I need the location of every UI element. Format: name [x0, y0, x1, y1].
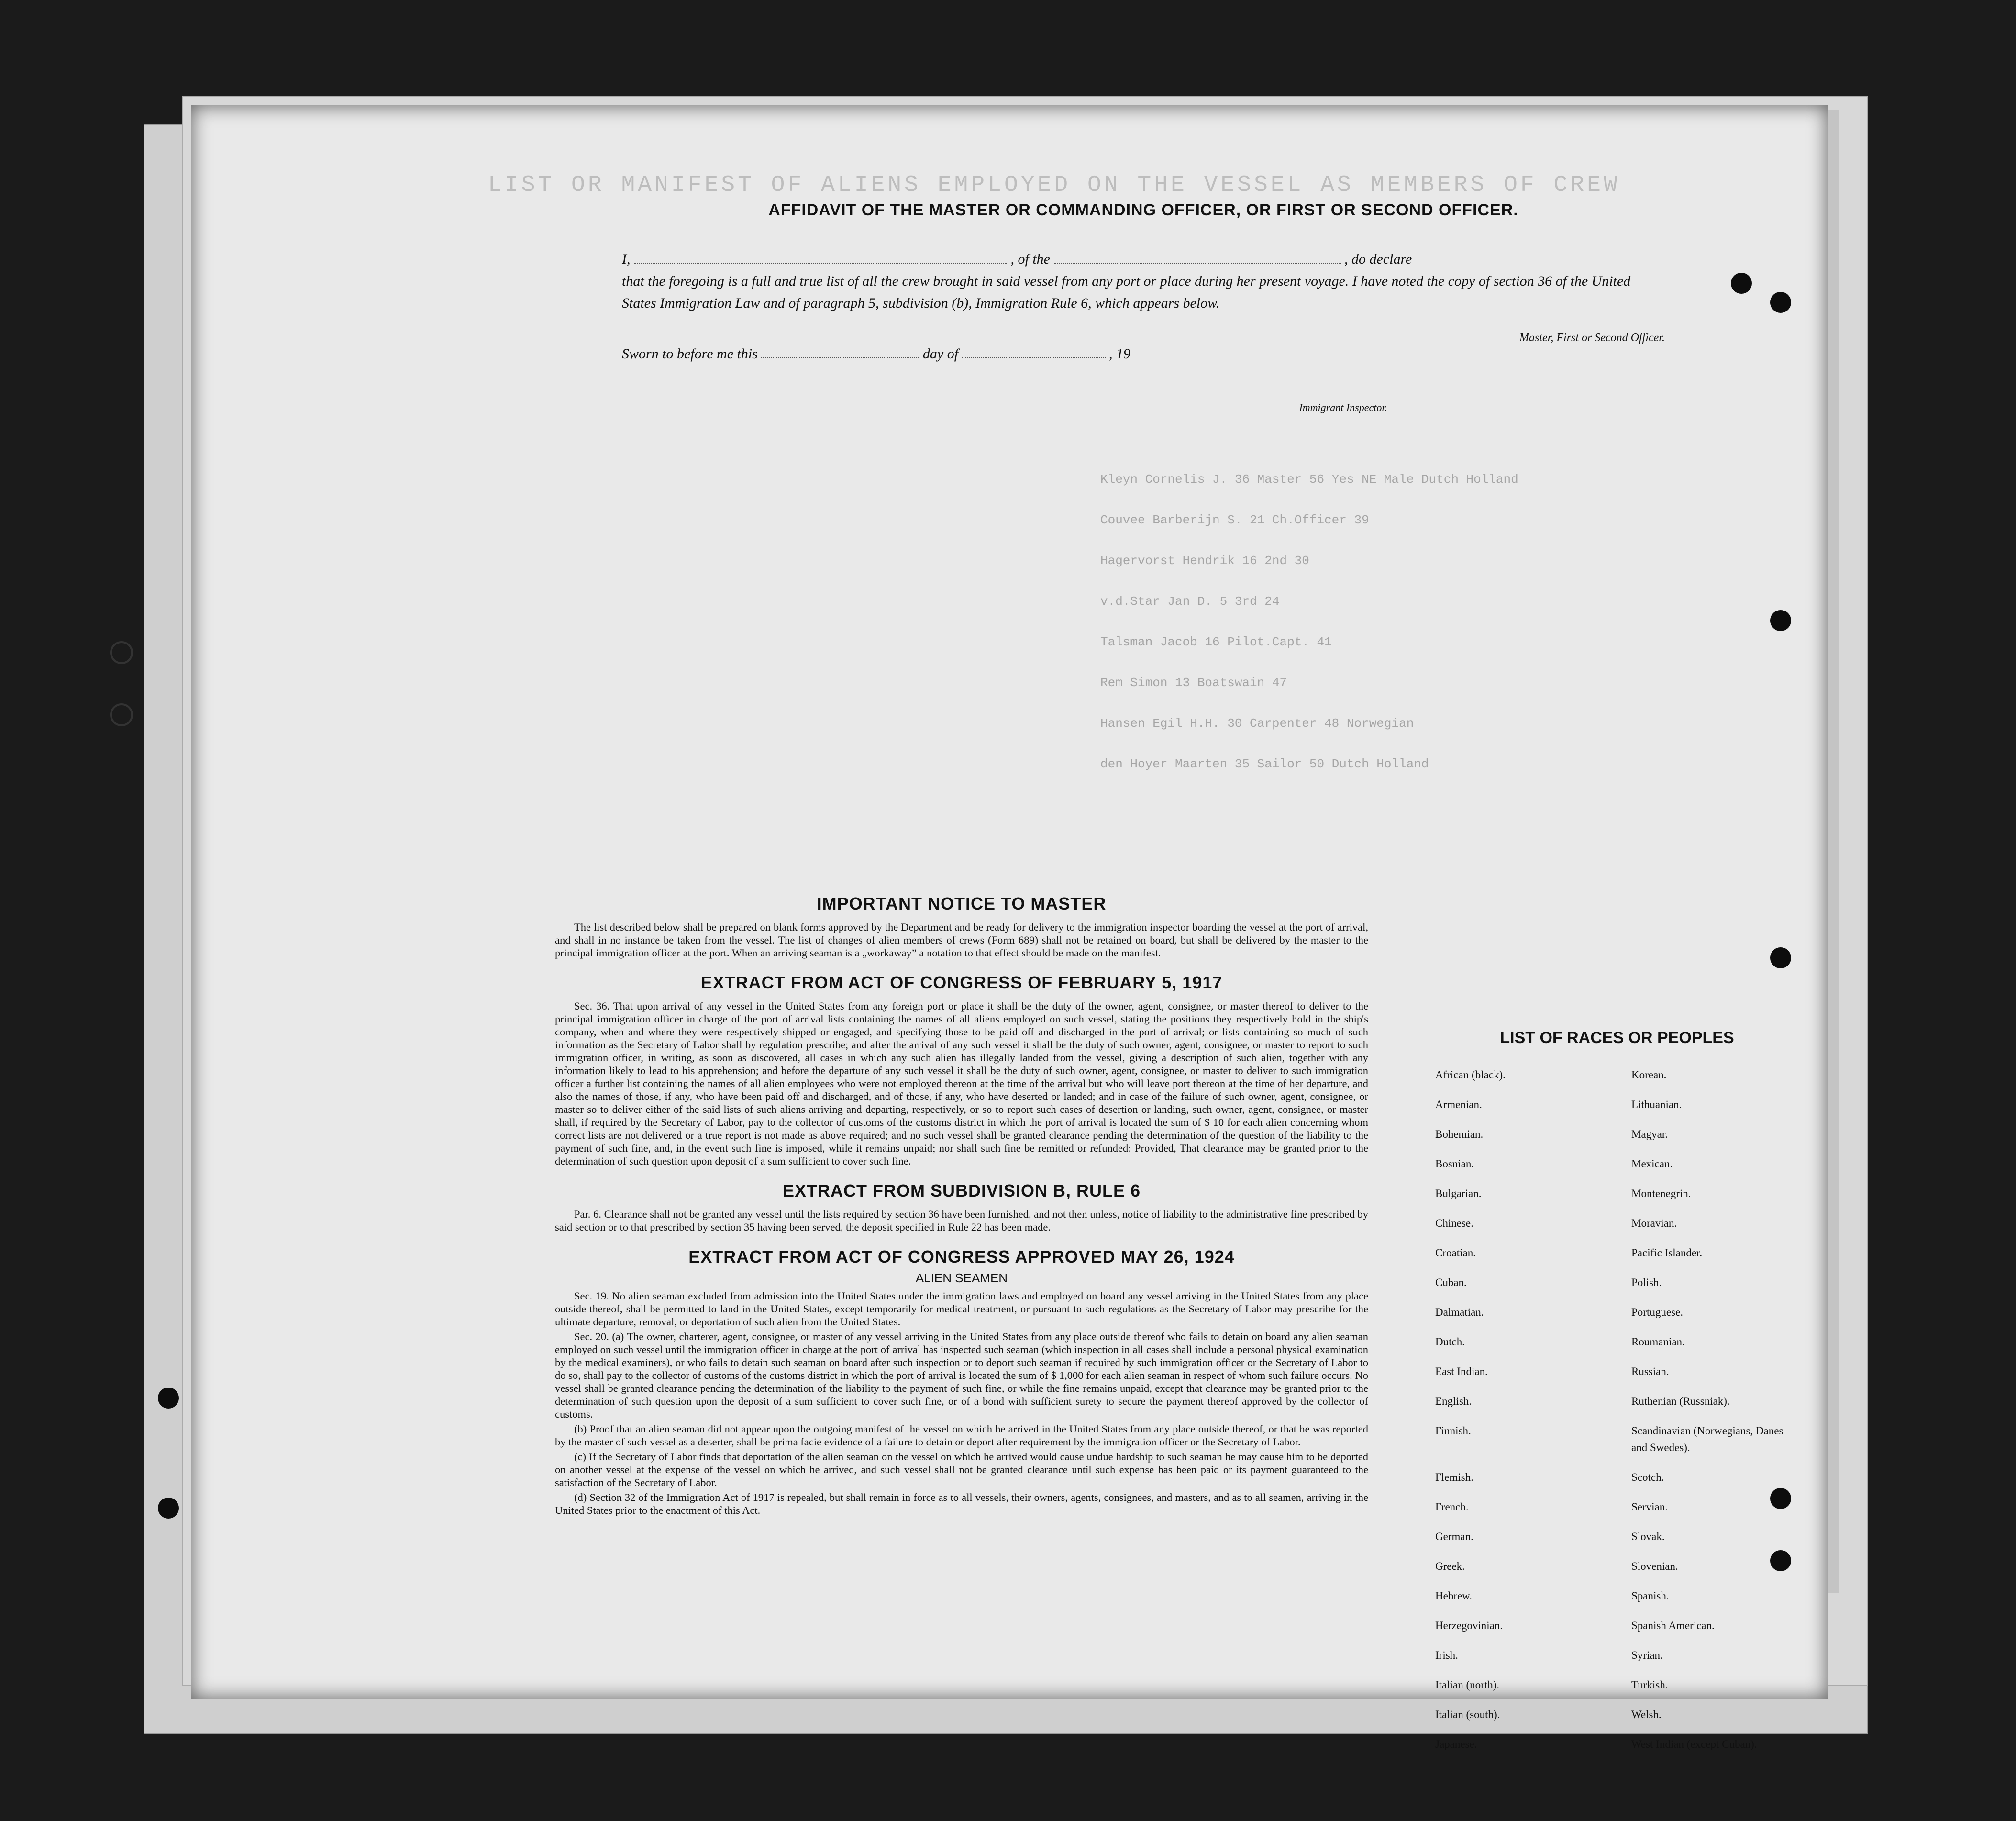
race-item: West Indian (except Cuban).	[1631, 1738, 1757, 1750]
bleed-row: den Hoyer Maarten 35 Sailor 50 Dutch Holland	[1100, 757, 1429, 771]
race-item: Korean.	[1631, 1069, 1667, 1081]
affidavit-section	[622, 201, 1665, 419]
act-1924-sec19: Sec. 19. No alien seaman excluded from admission into the United States under the immigration laws and employed on board any vessel arriving in the United States from any place outside thereof, shall be permitted to land in the United States, except temporarily for medical treatment, or pursuant to such regulations as the Secretary of Labor may prescribe for the ultimate departure, removal, or deportation of such alien from the United States.	[555, 1290, 1368, 1328]
race-item: Bohemian.	[1435, 1128, 1484, 1140]
notice-text: The list described below shall be prepared on blank forms approved by the Department and be ready for delivery to the immigration inspector boarding the vessel at the port of arrival, and shall in no instance be taken from the vessel. The list of changes of alien members of crews (Form 689) shall not be retained on board, but shall be delivered by the master to the principal immigration officer at the port. When an arriving seaman is a „workaway” a notation to that effect should be made on the manifest.	[555, 921, 1368, 959]
master-signature-label: Master, First or Second Officer.	[1519, 332, 1665, 344]
act-1924-sec20b: (b) Proof that an alien seaman did not appear upon the outgoing manifest of the vessel on which he arrived in the United States from any place outside thereof, or that he was reported by the master of such vessel as a deserter, shall be prima facie evidence of a failure to detain or deport after requirement by the immigration officer or the Secretary of Labor.	[555, 1423, 1368, 1448]
affidavit-title: AFFIDAVIT OF THE MASTER OR COMMANDING OFFICER, OR FIRST OR SECOND OFFICER.	[768, 201, 1518, 219]
race-item: Irish.	[1435, 1649, 1458, 1661]
act-1924-sec20a: Sec. 20. (a) The owner, charterer, agent, consignee, or master of any vessel arriving in the United States from any place outside thereof who fails to detain on board any alien seaman employed on such vessel until the immigration officer in charge at the port of arrival has inspected such seaman (which inspection in all cases shall include a personal physical examination by the medical examiners), or who fails to detain such seaman on board after such inspection or to deport such seaman if required by such immigration officer or the Secretary of Labor to do so, shall pay to the collector of customs of the customs district in which the port of arrival is located the sum of $ 1,000 for each alien seaman in respect of whom such failure occurs. No vessel shall be granted clearance pending the determination of the liability to the payment of such fine, or while the fine remains unpaid, except that clearance may be granted prior to the determination of such question upon the deposit of a sum sufficient to cover such fine, or of a bond with sufficient surety to secure the payment thereof approved by the collector of customs.	[555, 1331, 1368, 1420]
race-item: Finnish.	[1435, 1425, 1471, 1437]
bleed-through-crew-rows	[1100, 459, 1518, 785]
bleed-row: v.d.Star Jan D. 5 3rd 24	[1100, 594, 1280, 609]
race-item: Polish.	[1631, 1277, 1662, 1288]
sworn-c: , 19	[1109, 346, 1131, 362]
affidavit-of-the: , of the	[1010, 251, 1050, 267]
bleed-row: Talsman Jacob 16 Pilot.Capt. 41	[1100, 635, 1332, 649]
race-item: Spanish American.	[1631, 1620, 1715, 1632]
race-item: Moravian.	[1631, 1217, 1677, 1229]
bleed-row: Hagervorst Hendrik 16 2nd 30	[1100, 554, 1309, 568]
race-item: German.	[1435, 1531, 1473, 1543]
bleed-through-header: LIST OR MANIFEST OF ALIENS EMPLOYED ON THE VESSEL AS MEMBERS OF CREW	[488, 172, 1620, 198]
race-item: Hebrew.	[1435, 1590, 1473, 1602]
race-item: Welsh.	[1631, 1709, 1662, 1721]
bleed-row: Kleyn Cornelis J. 36 Master 56 Yes NE Male Dutch Holland	[1100, 472, 1518, 487]
race-item: Croatian.	[1435, 1247, 1476, 1259]
vessel-blank	[1054, 263, 1341, 264]
act-1917-title: EXTRACT FROM ACT OF CONGRESS OF FEBRUARY 5, 1917	[700, 973, 1223, 992]
notice-title: IMPORTANT NOTICE TO MASTER	[817, 894, 1107, 913]
affidavit-declaration-line	[622, 248, 1665, 270]
binder-ring-hole	[110, 703, 133, 726]
binder-ring-hole	[110, 641, 133, 664]
race-item: Servian.	[1631, 1501, 1668, 1513]
punch-hole	[1770, 610, 1791, 631]
race-item: Pacific Islander.	[1631, 1247, 1703, 1259]
affidavit-i: I,	[622, 251, 631, 267]
punch-hole	[1770, 292, 1791, 313]
races-title: LIST OF RACES OR PEOPLES	[1500, 1029, 1734, 1047]
race-item: Flemish.	[1435, 1471, 1473, 1483]
race-item: Chinese.	[1435, 1217, 1473, 1229]
race-item: Japanese.	[1435, 1738, 1477, 1750]
race-item: Lithuanian.	[1631, 1099, 1682, 1110]
race-item: Mexican.	[1631, 1158, 1673, 1170]
act-1924-title: EXTRACT FROM ACT OF CONGRESS APPROVED MAY 26, 1924	[688, 1247, 1235, 1266]
document-page	[191, 105, 1828, 1750]
notice-section	[555, 880, 1368, 1519]
binder-hole	[158, 1498, 179, 1519]
sworn-a: Sworn to before me this	[622, 346, 758, 362]
punch-hole	[1770, 1550, 1791, 1571]
race-item: Russian.	[1631, 1366, 1669, 1377]
race-item: English.	[1435, 1395, 1472, 1407]
sworn-b: day of	[922, 346, 959, 362]
act-1924-subtitle: ALIEN SEAMEN	[915, 1271, 1008, 1285]
race-item: Bulgarian.	[1435, 1188, 1482, 1199]
act-1917-text: Sec. 36. That upon arrival of any vessel in the United States from any foreign port or place it shall be the duty of the owner, agent, consignee, or master thereof to deliver to the principal immigration officer in charge of the port of arrival lists containing the names of all aliens employed on such vessel, stating the positions they respectively hold in the ship's company, when and where they were respectively shipped or engaged, and specifying those to be paid off and discharged in the port of arrival; or lists containing so much of such information as the Secretary of Labor shall by regulation prescribe; and after the arrival of any such vessel it shall be the duty of such owner, agent, consignee, or master to report to such immigration officer, in writing, as soon as discovered, all cases in which any such alien has illegally landed from the vessel, giving a description of such alien, together with any information likely to lead to his apprehension; and before the departure of any such vessel it shall be the duty of such owner, agent, consignee, or master to deliver to such immigration officer a further list containing the names of all alien employees who were not employed thereon at the time of the arrival but who will leave port thereon at the time of her departure, and also the names of those, if any, who have been paid off and discharged, and of those, if any, who have deserted or landed; and in case of the failure of such owner, agent, consignee, or master so to deliver either of the said lists of such aliens arriving and departing, respectively, or so to report such cases of desertion or landing, such owner, agent, consignee, or master shall, if required by the Secretary of Labor, pay to the collector of customs of the customs district in which the port of arrival is located the sum of $ 10 for each alien concerning whom correct lists are not delivered or a true report is not made as above required; and no such vessel shall be granted clearance pending the determination of the question of the liability to the payment of such fine, and, in the event such fine is imposed, while it remains unpaid; nor shall such fine be remitted or refunded: Provided, That clearance may be granted prior to the determination of such question upon deposit of a sum sufficient to cover such fine.	[555, 1000, 1368, 1167]
races-list-section	[1435, 1029, 1799, 1753]
race-item: Dalmatian.	[1435, 1306, 1484, 1318]
bleed-row: Hansen Egil H.H. 30 Carpenter 48 Norwegian	[1100, 716, 1414, 731]
race-item: Slovak.	[1631, 1531, 1665, 1543]
rule-6-title: EXTRACT FROM SUBDIVISION B, RULE 6	[782, 1181, 1141, 1200]
punch-hole	[1731, 273, 1752, 294]
affidavit-do-declare: , do declare	[1344, 251, 1412, 267]
race-item: Scotch.	[1631, 1471, 1664, 1483]
race-item: Turkish.	[1631, 1679, 1668, 1691]
bleed-row: Rem Simon 13 Boatswain 47	[1100, 676, 1287, 690]
day-blank	[761, 357, 919, 358]
race-item: Scandinavian (Norwegians, Danes and Swedes).	[1631, 1425, 1783, 1454]
name-blank	[634, 263, 1007, 264]
race-item: Cuban.	[1435, 1277, 1467, 1288]
rule-6-text: Par. 6. Clearance shall not be granted any vessel until the lists required by section 36 have been furnished, and not then unless, notice of liability to the administrative fine prescribed by said section or to that prescribed by section 35 having been served, the deposit specified in Rule 22 has been made.	[555, 1208, 1368, 1233]
race-item: East Indian.	[1435, 1366, 1488, 1377]
race-item: Syrian.	[1631, 1649, 1663, 1661]
act-1924-sec20d: (d) Section 32 of the Immigration Act of 1917 is repealed, but shall remain in force as to all vessels, their owners, agents, consignees, and masters, and as to all seamen, arriving in the United States prior to the enactment of this Act.	[555, 1491, 1368, 1516]
binder-hole	[158, 1388, 179, 1409]
month-blank	[962, 357, 1106, 358]
races-grid	[1435, 1066, 1799, 1753]
immigrant-inspector-label: Immigrant Inspector.	[1299, 401, 1387, 413]
punch-hole	[1770, 947, 1791, 968]
race-item: Montenegrin.	[1631, 1188, 1691, 1199]
race-item: Slovenian.	[1631, 1560, 1678, 1572]
punch-hole	[1770, 1488, 1791, 1509]
affidavit-body: that the foregoing is a full and true list of all the crew brought in said vessel from any port or place during her present voyage. I have noted the copy of section 36 of the United States Immigration Law and of paragraph 5, subdivision (b), Immigration Rule 6, which appears below.	[622, 273, 1631, 311]
race-item: Spanish.	[1631, 1590, 1669, 1602]
race-item: Portuguese.	[1631, 1306, 1683, 1318]
race-item: Roumanian.	[1631, 1336, 1685, 1348]
race-item: African (black).	[1435, 1069, 1506, 1081]
race-item: Greek.	[1435, 1560, 1465, 1572]
race-item: Armenian.	[1435, 1099, 1482, 1110]
bleed-row: Couvee Barberijn S. 21 Ch.Officer 39	[1100, 513, 1369, 527]
act-1924-sec20c: (c) If the Secretary of Labor finds that deportation of the alien seaman on the vessel on which he arrived would cause undue hardship to such seaman he may cause him to be deported on another vessel at the expense of the vessel on which he arrived, and such vessel shall not be granted clearance until such expense has been paid or its payment guaranteed to the satisfaction of the Secretary of Labor.	[555, 1451, 1368, 1488]
race-item: French.	[1435, 1501, 1469, 1513]
race-item: Bosnian.	[1435, 1158, 1474, 1170]
race-item: Italian (south).	[1435, 1709, 1500, 1721]
race-item: Magyar.	[1631, 1128, 1668, 1140]
race-item: Ruthenian (Russniak).	[1631, 1395, 1730, 1407]
race-item: Dutch.	[1435, 1336, 1465, 1348]
race-item: Italian (north).	[1435, 1679, 1500, 1691]
race-item: Herzegovinian.	[1435, 1620, 1503, 1632]
